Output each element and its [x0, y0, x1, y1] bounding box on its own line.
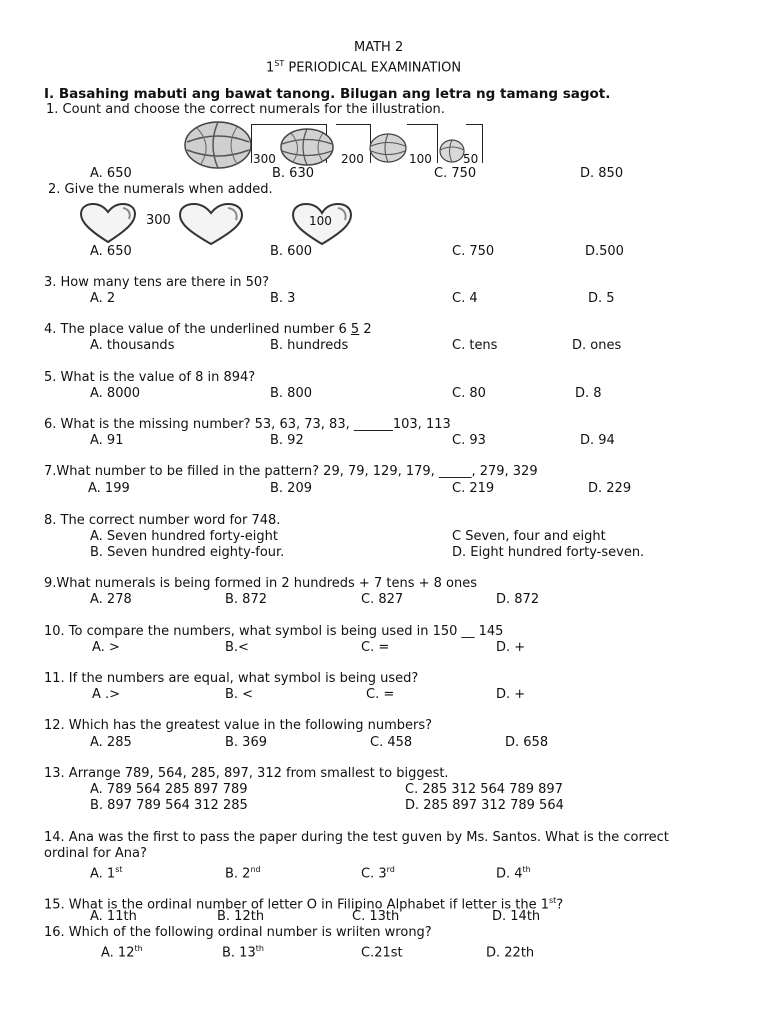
q8-choice-b[interactable]: B. Seven hundred eighty-four.: [90, 545, 285, 560]
q4-choice-d[interactable]: D. ones: [572, 338, 622, 353]
q14-choice-c-sup: rd: [386, 865, 395, 874]
q5-choice-b[interactable]: B. 800: [270, 386, 312, 401]
q14-choice-d-text: D. 4: [496, 866, 523, 882]
question-5: 5. What is the value of 8 in 894?: [44, 370, 256, 385]
q13-choice-a[interactable]: A. 789 564 285 897 789: [90, 782, 248, 797]
ball-label-50: 50: [463, 152, 479, 166]
q16-choice-a-sup: th: [134, 944, 143, 953]
q4-text-end: 2: [359, 322, 372, 337]
question-7: 7.What number to be filled in the pattern? 29, 79, 129, 179, _____, 279, 329: [44, 464, 538, 479]
q14-choice-a-text: A. 1: [90, 866, 116, 882]
q4-choice-b[interactable]: B. hundreds: [270, 338, 349, 353]
q6-choice-c[interactable]: C. 93: [452, 433, 486, 448]
ball-label-300: 300: [253, 152, 276, 166]
q6-choice-d[interactable]: D. 94: [580, 433, 615, 448]
exam-title: MATH 2: [354, 40, 404, 55]
q15-choice-a[interactable]: A. 11th: [90, 909, 137, 924]
q15-sup: st: [548, 896, 557, 905]
question-13: 13. Arrange 789, 564, 285, 897, 312 from smallest to biggest.: [44, 766, 449, 781]
q2-choice-a[interactable]: A. 650: [90, 244, 132, 259]
q7-choice-c[interactable]: C. 219: [452, 481, 495, 496]
q5-choice-d[interactable]: D. 8: [575, 386, 602, 401]
q16-choice-b-text: B. 13: [222, 945, 256, 961]
q4-choice-c[interactable]: C. tens: [452, 338, 498, 353]
q14-choice-a-sup: st: [115, 865, 123, 874]
q14-choice-c[interactable]: [361, 862, 395, 882]
q1-choice-d[interactable]: D. 850: [580, 166, 624, 181]
q16-choice-b-sup: th: [255, 944, 264, 953]
q16-choice-d-text: D. 22th: [486, 945, 535, 961]
q12-choice-a[interactable]: A. 285: [90, 735, 132, 750]
q8-choice-d[interactable]: D. Eight hundred forty-seven.: [452, 545, 645, 560]
q10-choice-c[interactable]: C. =: [361, 640, 390, 655]
question-14-line-1: 14. Ana was the first to pass the paper during the test guven by Ms. Santos. What is the correct: [44, 830, 669, 845]
q16-choice-a-text: A. 12: [101, 945, 135, 961]
q11-choice-a[interactable]: A .>: [92, 687, 121, 702]
q4-text: 4. The place value of the underlined number 6: [44, 322, 351, 337]
q14-choice-d[interactable]: [496, 862, 531, 882]
question-14-line-2: ordinal for Ana?: [44, 846, 147, 861]
q2-choice-c[interactable]: C. 750: [452, 244, 495, 259]
q10-choice-a[interactable]: A. >: [92, 640, 120, 655]
question-6: 6. What is the missing number? 53, 63, 73, 83, ______103, 113: [44, 417, 451, 432]
q9-choice-c[interactable]: C. 827: [361, 592, 404, 607]
q14-choice-a[interactable]: [90, 862, 123, 882]
q16-choice-c-text: C.21st: [361, 945, 403, 961]
q1-choice-c[interactable]: C. 750: [434, 166, 477, 181]
q14-choice-d-sup: th: [522, 865, 531, 874]
q4-underlined-digit: 5: [350, 322, 360, 337]
question-10: 10. To compare the numbers, what symbol is being used in 150 __ 145: [44, 624, 504, 639]
question-11: 11. If the numbers are equal, what symbol is being used?: [44, 671, 419, 686]
q8-choice-c[interactable]: C Seven, four and eight: [452, 529, 606, 544]
heart-icon-left: [79, 202, 137, 244]
q4-choice-a[interactable]: A. thousands: [90, 338, 175, 353]
q15-choice-c[interactable]: C. 13th: [352, 909, 400, 924]
question-3: 3. How many tens are there in 50?: [44, 275, 270, 290]
q9-choice-a[interactable]: A. 278: [90, 592, 132, 607]
q9-choice-b[interactable]: B. 872: [225, 592, 267, 607]
q16-choice-a[interactable]: [101, 941, 143, 961]
q9-choice-d[interactable]: D. 872: [496, 592, 540, 607]
q14-choice-b[interactable]: [225, 862, 261, 882]
question-16: 16. Which of the following ordinal number is wriiten wrong?: [44, 925, 432, 940]
question-9: 9.What numerals is being formed in 2 hundreds + 7 tens + 8 ones: [44, 576, 477, 591]
ball-label-100: 100: [409, 152, 432, 166]
q14-choice-b-text: B. 2: [225, 866, 251, 882]
q6-choice-a[interactable]: A. 91: [90, 433, 124, 448]
q7-choice-b[interactable]: B. 209: [270, 481, 312, 496]
q12-choice-d[interactable]: D. 658: [505, 735, 549, 750]
q5-choice-a[interactable]: A. 8000: [90, 386, 141, 401]
instructions: I. Basahing mabuti ang bawat tanong. Bilugan ang letra ng tamang sagot.: [44, 86, 611, 102]
q5-choice-c[interactable]: C. 80: [452, 386, 486, 401]
q10-choice-d[interactable]: D. +: [496, 640, 526, 655]
q3-choice-d[interactable]: D. 5: [588, 291, 615, 306]
question-4: [44, 322, 372, 338]
q3-choice-c[interactable]: C. 4: [452, 291, 478, 306]
heart-label-100: 100: [309, 214, 332, 228]
subtitle-number: 1: [266, 60, 275, 76]
basketball-large-icon: [183, 120, 253, 170]
q6-choice-b[interactable]: B. 92: [270, 433, 304, 448]
q11-choice-b[interactable]: B. <: [225, 687, 254, 702]
question-8: 8. The correct number word for 748.: [44, 513, 281, 528]
q3-choice-a[interactable]: A. 2: [90, 291, 116, 306]
q13-choice-c[interactable]: C. 285 312 564 789 897: [405, 782, 563, 797]
basketball-small-icon: [368, 132, 408, 164]
basketball-tiny-icon: [438, 138, 466, 164]
basketball-medium-icon: [279, 127, 335, 167]
q14-choice-b-sup: nd: [250, 865, 261, 874]
q7-choice-a[interactable]: A. 199: [88, 481, 130, 496]
q13-choice-d[interactable]: D. 285 897 312 789 564: [405, 798, 564, 813]
q15-choice-d[interactable]: D. 14th: [492, 909, 541, 924]
q13-choice-b[interactable]: B. 897 789 564 312 285: [90, 798, 248, 813]
q16-choice-d[interactable]: [486, 941, 534, 961]
question-12: 12. Which has the greatest value in the following numbers?: [44, 718, 433, 733]
question-1: 1. Count and choose the correct numerals for the illustration.: [46, 102, 445, 117]
q15-text: 15. What is the ordinal number of letter O in Filipino Alphabet if letter is the 1: [44, 897, 549, 913]
heart-label-300: 300: [146, 213, 171, 228]
q10-choice-b[interactable]: B.<: [225, 640, 249, 655]
q16-choice-c[interactable]: [361, 941, 403, 961]
q8-choice-a[interactable]: A. Seven hundred forty-eight: [90, 529, 278, 544]
subtitle-text: PERIODICAL EXAMINATION: [284, 60, 462, 76]
question-2: 2. Give the numerals when added.: [48, 182, 273, 197]
q12-choice-c[interactable]: C. 458: [370, 735, 413, 750]
subtitle-superscript: ST: [274, 59, 285, 68]
heart-icon-middle: [178, 202, 244, 246]
q16-choice-b[interactable]: [222, 941, 264, 961]
q11-choice-c[interactable]: C. =: [366, 687, 395, 702]
q2-choice-b[interactable]: B. 600: [270, 244, 312, 259]
q11-choice-d[interactable]: D. +: [496, 687, 526, 702]
exam-subtitle: [266, 56, 461, 76]
q12-choice-b[interactable]: B. 369: [225, 735, 267, 750]
q1-choice-b[interactable]: B. 630: [272, 166, 314, 181]
q14-choice-c-text: C. 3: [361, 866, 387, 882]
q7-choice-d[interactable]: D. 229: [588, 481, 632, 496]
ball-label-200: 200: [341, 152, 364, 166]
q15-choice-b[interactable]: B. 12th: [217, 909, 265, 924]
q3-choice-b[interactable]: B. 3: [270, 291, 296, 306]
q1-choice-a[interactable]: A. 650: [90, 166, 132, 181]
q15-text-end: ?: [556, 897, 564, 913]
q2-choice-d[interactable]: D.500: [585, 244, 624, 259]
